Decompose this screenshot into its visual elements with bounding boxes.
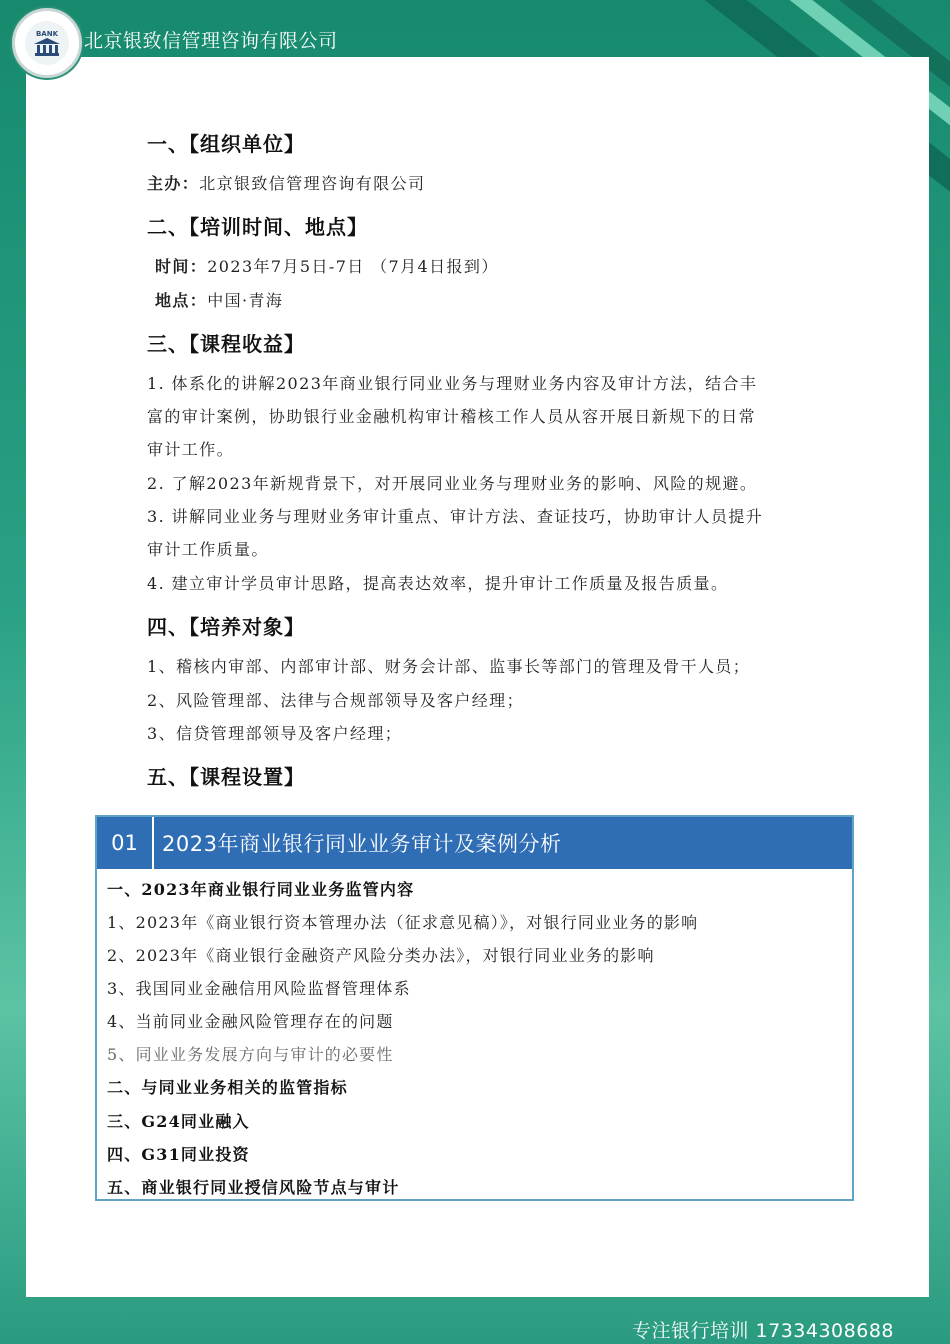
course-item: 1、2023年《商业银行资本管理办法（征求意见稿）》，对银行同业业务的影响 (107, 913, 699, 932)
time-label: 时间： (155, 257, 208, 276)
audience-item: 3、信贷管理部领导及客户经理； (147, 724, 403, 743)
course-header (97, 817, 852, 869)
benefit-line: 富的审计案例，协助银行业金融机构审计稽核工作人员从容开展日新规下的日常 (147, 407, 757, 426)
organizer-line (147, 171, 425, 194)
course-table (95, 815, 854, 1201)
section-title-course-setup: 五、【课程设置】 (147, 765, 305, 789)
section-title-audience: 四、【培养对象】 (147, 615, 305, 639)
course-item: 二、与同业业务相关的监管指标 (107, 1078, 348, 1097)
place-label: 地点： (155, 291, 208, 310)
section-title-benefits: 三、【课程收益】 (147, 332, 305, 356)
place-line (155, 288, 283, 311)
course-item: 三、G24同业融入 (107, 1112, 250, 1131)
course-title: 2023年商业银行同业业务审计及案例分析 (162, 832, 562, 856)
course-item: 5、同业业务发展方向与审计的必要性 (107, 1045, 394, 1064)
course-item: 五、商业银行同业授信风险节点与审计 (107, 1178, 400, 1197)
benefit-line: 审计工作质量。 (147, 540, 269, 559)
footer-contact: 专注银行培训 17334308688 (631, 1320, 894, 1342)
audience-item: 2、风险管理部、法律与合规部领导及客户经理； (147, 691, 524, 710)
course-item: 2、2023年《商业银行金融资产风险分类办法》，对银行同业业务的影响 (107, 946, 655, 965)
logo-text: BANK (35, 30, 59, 38)
course-item: 四、G31同业投资 (107, 1145, 250, 1164)
organizer-value: 北京银致信管理咨询有限公司 (199, 174, 426, 193)
course-item: 3、我国同业金融信用风险监督管理体系 (107, 979, 411, 998)
organizer-label: 主办： (147, 174, 200, 193)
time-line (155, 254, 499, 277)
section-title-organizer: 一、【组织单位】 (147, 132, 305, 156)
audience-item: 1、稽核内审部、内部审计部、财务会计部、监事长等部门的管理及骨干人员； (147, 657, 751, 676)
course-item: 一、2023年商业银行同业业务监管内容 (107, 880, 415, 899)
company-name: 北京银致信管理咨询有限公司 (84, 30, 338, 52)
place-value: 中国·青海 (207, 291, 284, 310)
benefit-line: 1. 体系化的讲解2023年商业银行同业业务与理财业务内容及审计方法，结合丰 (147, 374, 758, 393)
course-item: 4、当前同业金融风险管理存在的问题 (107, 1012, 394, 1031)
benefit-line: 4. 建立审计学员审计思路，提高表达效率，提升审计工作质量及报告质量。 (147, 574, 729, 593)
benefit-line: 2. 了解2023年新规背景下，对开展同业业务与理财业务的影响、风险的规避。 (147, 474, 758, 493)
course-number: 01 (97, 817, 154, 869)
section-title-time-place: 二、【培训时间、地点】 (147, 215, 368, 239)
benefit-line: 审计工作。 (147, 440, 235, 459)
benefit-line: 3. 讲解同业业务与理财业务审计重点、审计方法、查证技巧，协助审计人员提升 (147, 507, 764, 526)
time-value: 2023年7月5日-7日 （7月4日报到） (207, 257, 499, 276)
